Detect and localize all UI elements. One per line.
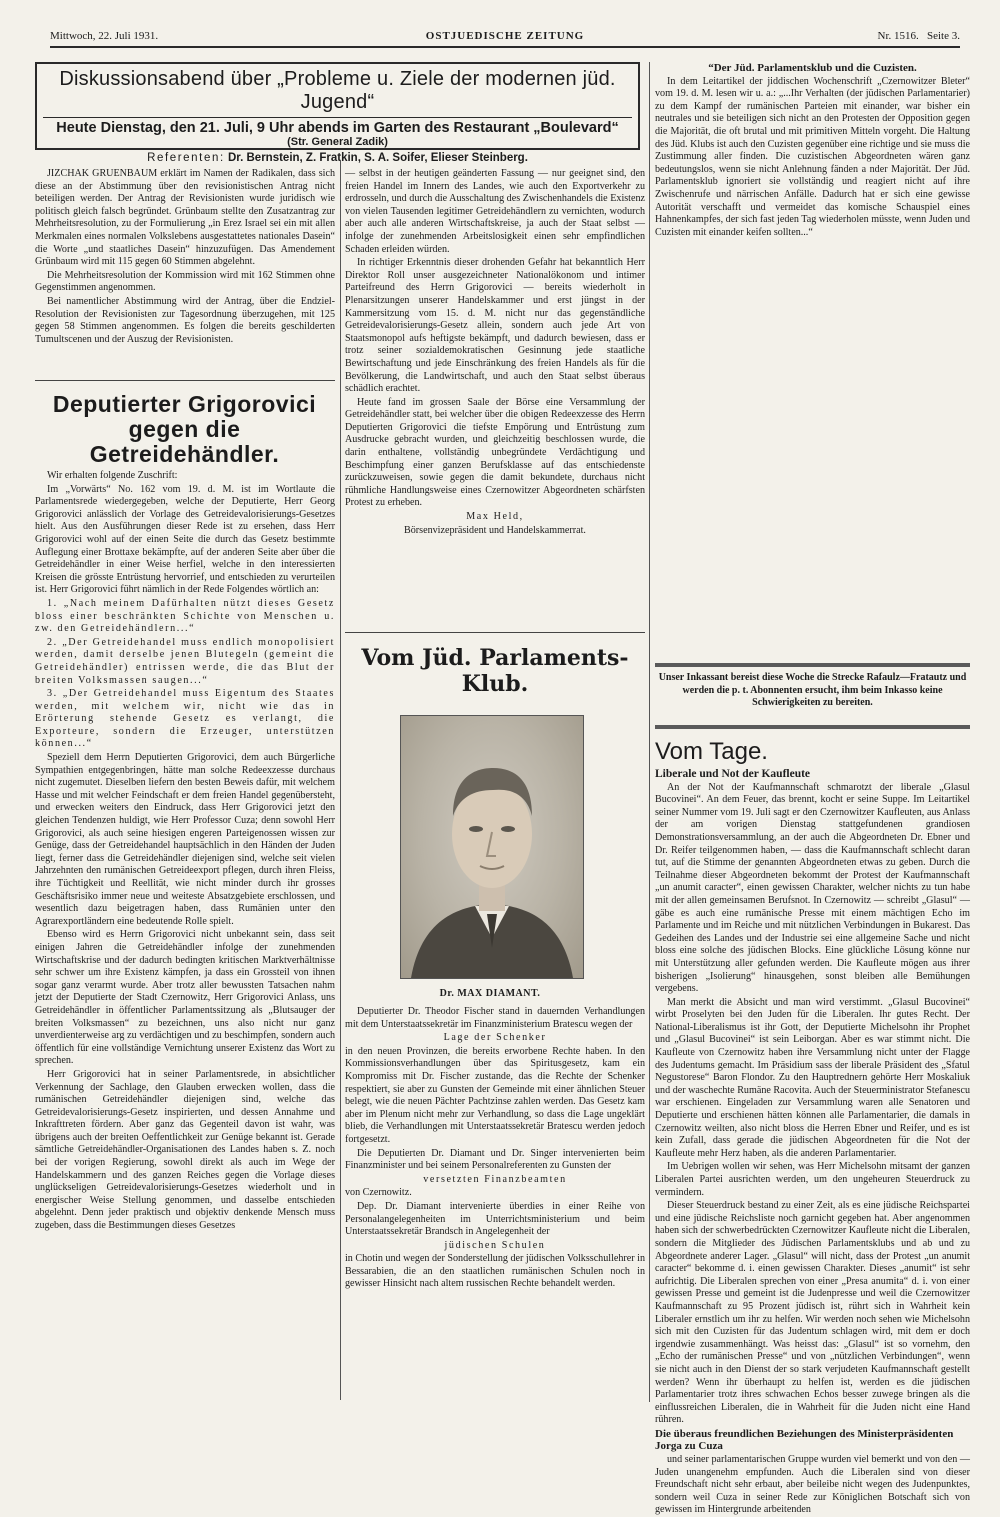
tage-paragraph-2: Man merkt die Absicht und man wird verstimmt. „Glasul Bucovinei“ wirbt Proselyten bei den Juden für die Liberalen. Ihr gutes Recht. Der National-Liberalismus ist ihr Gott, der Deputierte Michelsohn ihr Prophet und „Glasul Bucovinei“ ist sein Leiborgan. Aber es war stimmt nicht. Die Kaufleute von Czernowitz haben ihre Versammlung nicht unter der Flagge des Judentums gemacht. Im Präsidium sass der liberale Präsident des „Sfatul Negustorese“ Baron Flondor. Zu den Hauptrednern gehörte Herr Moskaliuk und der waschechte Rumäne Racovita. Auch der Steuerministrator Stefanescu war erschienen. Eingeladen zur Versammlung waren alle Senatoren und Deputierte und erschienen hätten können alle Parlamentarier, die damals in Czernowitz weilten, also nicht bloss die Herren Ebner und Reifer, und es ist kein Zufall, dass gerade die jüdischen Abgeordneten für die Not der Kaufleute mehr Herz haben, als die anderen Parlamentarier. <box>655 996 970 1159</box>
portrait-caption: Dr. MAX DIAMANT. <box>439 988 541 999</box>
speakers-names: Dr. Bernstein, Z. Fratkin, S. A. Soifer, Elieser Steinberg. <box>227 152 528 164</box>
grig-intro: Wir erhalten folgende Zuschrift: <box>47 470 178 481</box>
column-1-top <box>35 168 335 378</box>
notice-rule-top <box>655 663 970 667</box>
notice-rule-bottom <box>655 725 970 729</box>
col2-paragraph-3: Heute fand im grossen Saale der Börse eine Versammlung der Getreidehändler statt, bei welcher über die obigen Redeexzesse des Herrn Deputierten Grigorovici die tiefste Empörung und Entrüstung zum Ausdrucke gebracht wurden, und gleichzeitig beschlossen wurde, die darin enthaltene, vollständig unbegründete Verdächtigung und Beschimpfung einer ganzen Berufsklasse auf das entschiedenste zurückzuweisen, sowie gegen die damit bekundete, durchaus nicht rühmliche Handlungsweise eines Czernowitzer Abgeordneten schärfsten Protest zu erheben. <box>345 396 645 509</box>
col1-paragraph-3: Bei namentlicher Abstimmung wird der Antrag, über die Endziel-Resolution der Revisionisten zur Tagesordnung überzugehen, mit 125 gegen 58 Stimmen angenommen. Es folgen die bereits geschilderten Tumultscenen und der Auszug der Revisionisten. <box>35 295 335 345</box>
grigorovici-article <box>35 470 335 1398</box>
masthead <box>50 30 960 48</box>
klub-heading: Vom Jüd. Parlaments-Klub. <box>361 645 629 697</box>
klub-paragraph-3: Die Deputierten Dr. Diamant und Dr. Singer intervenierten beim Finanzminister und bei seinem Personalreferenten zu Gunsten der <box>345 1147 645 1172</box>
page-number: Seite 3. <box>927 30 960 42</box>
klub-topic-2: versetzten Finanzbeamten <box>423 1173 567 1185</box>
klub-paragraph-6: in Chotin und wegen der Sonderstellung der jüdischen Volksschullehrer in Bessarabien, die an den staatlichen rumänischen Schulen noch in gewisser Hinsicht nach altem russischen Rechte behandelt werden. <box>345 1253 645 1290</box>
klub-paragraph-5: Dep. Dr. Diamant intervenierte überdies in einer Reihe von Personalangelegenheiten im Unterrichtsministerium und beim Unterstaatssekretär Brandsch in Angelegenheit der <box>345 1200 645 1238</box>
vom-tage-heading: Vom Tage. <box>655 738 768 765</box>
announcement-box <box>35 62 640 164</box>
klub-paragraph-2: in den neuen Provinzen, die bereits erworbene Rechte haben. In den Kommissionsverhandlungen über das Spiritusgesetz, kam ein Kompromiss mit Dr. Fischer zustande, das die Rechte der Schenker respektiert, sie aber zu Gunsten der Gemeinde mit einer ähnlichen Steuer belegt, wie die neuen Pächter Pachtzinse zahlen werden. Das Gesetz kam aber im Plenum nicht mehr zur Verhandlung, so dass die Lage ungeklärt blieb, die Verhandlungen mit Unterstaatssekretär Bratescu werden jedoch fortgesetzt. <box>345 1045 645 1145</box>
jorga-heading: Die überaus freundlichen Beziehungen des Ministerpräsidenten Jorga zu Cuza <box>655 1427 954 1453</box>
signature-name: Max Held, <box>466 511 524 523</box>
tage-paragraph-1: An der Not der Kaufmannschaft schmarotzt der liberale „Glasul Bucovinei“. An dem Feuer, das brennt, kocht er seine Suppe. Im Leitartikel seiner Nummer vom 19. Juli sagt er den Czernowitzer Kaufleuten, aus Anlass der am vorigen Dienstag stattgefundenen grandiosen Demonstrationsversammlung, an der auch die Abgeordneten Dr. Ebner und Dr. Reifer teilgenommen haben, — dass die Kaufmannschaft schlecht daran tut, auf die Stimme der genannten Abgeordneten etwas zu geben. Durch die Teilnahme dieser Abgeordneten bekommt der Protest der Kaufmannschaft „un anumit caracter“, einen gewissen Charakter, welcher nichts zu tun habe mit der allen gemeinsamen Berufsnot. In Czernowitz — schreibt „Glasul“ — gäbe es auch eine rumänische Presse mit einem mächtigen Echo im Parlamente und im Reiche und mit nützlichen Verbindungen in Bukarest. Das Gedeihen des Landes und der Industrie sei eine allgemeine Sache und nicht bloss eine solche des jüdischen Blocks. Eine glückliche Lösung könne nur mit Unterstützung aller gefunden werden. Die Kaufleute mögen aus ihrer bisherigen „Isolierung“ hinausgehen, sonst bleiben alle Bemühungen vergebens. <box>655 781 970 995</box>
column-divider-1 <box>340 160 341 1400</box>
speakers-label: Referenten: <box>147 152 225 164</box>
grig-paragraph-4: Herr Grigorovici hat in seiner Parlamentsrede, in absichtlicher Verkennung der Sachlage, den Glauben erwecken wollen, dass die rumänischen Getreidehändler diejenigen sind, welche das Getreidevalorisierungs-Gesetz inspirierten, und dessen Annahme und Inkrafttreten fördern. Aber ganz das Gegenteil davon ist wahr, was übrigens auch der breiten Oeffentlichkeit zur Genüge bekannt ist. Gerade sämtliche Getreidehändler-Organisationen des Landes haben s. Z. noch bei der vorigen Regierung, sowohl direkt als auch im Wege der Handelskammern und des ganzen Reiches gegen die Vorlage dieses unglückseligen Getreidevalorisierungs-Gesetzes wiederholt und in energischer Weise Stellung genommen, und dasselbe entschieden abgelehnt. Denn jeder praktisch und objektiv denkende Mensch muss zugeben, dass die Bestimmungen dieses Gesetzes <box>35 1068 335 1232</box>
liberale-heading: Liberale und Not der Kaufleute <box>655 768 811 780</box>
column-2-top <box>345 168 645 628</box>
portrait-drawing <box>401 716 583 978</box>
col1-paragraph-1: JIZCHAK GRUENBAUM erklärt im Namen der Radikalen, dass sich diese an der Abstimmung über den revisionistischen Antrag nicht beteiligen werden. Der Antrag der Revisionisten wurde juridisch wie politisch gleich falsch begründet. Grünbaum stellte den Zusatzantrag zur Mehrheitsresolution, zu der Formulierung „in Erez Israel sei ein mit allen Merkmalen eines normalen Volkslebens ausgestattetes nationales Dasein“ die Worte „und staatliches Dasein“ hinzuzufügen. Das Amendement Grünbaum wird mit 115 gegen 60 Stimmen abgelehnt. <box>35 168 335 268</box>
col2-paragraph-1: — selbst in der heutigen geänderten Fassung — nur geeignet sind, den freien Handel im Innern des Landes, wie auch den Exportverkehr zu erdrosseln, und durch die Ausschaltung des Zwischenhandels die Existenz von vielen Tausenden legitimer Getreidehändlern zu vernichten, wodurch aber auch alle anderen Wirtschaftskreise, ja auch der Staat selbst — infolge der zunehmenden Arbeitslosigkeit einen sehr empfindlichen Schaden erleiden würden. <box>345 168 645 255</box>
klub-paragraph-4: von Czernowitz. <box>345 1187 412 1199</box>
klub-article <box>345 1006 645 1401</box>
announcement-title: Diskussionsabend über „Probleme u. Ziele der modernen jüd. Jugend“ <box>59 68 616 113</box>
issue-and-page <box>878 30 961 42</box>
portrait-photo <box>400 715 584 979</box>
grig-quote-1: 1. „Nach meinem Dafürhalten nützt dieses Gesetz bloss einer beschränkten Schichte von Menschen u. zw. den Getreidehändlern...“ <box>35 597 335 635</box>
klub-paragraph-1: Deputierter Dr. Theodor Fischer stand in dauernden Verhandlungen mit dem Unterstaatssekretär im Finanzministerium Bratescu wegen der <box>345 1006 645 1030</box>
column-divider-2 <box>649 62 650 1402</box>
grig-quote-3: 3. „Der Getreidehandel muss Eigentum des Staates werden, mit welchem wir, nicht wie das in Erörterung stehende Gesetz es verlangt, die Exporteure, sondern die Erzeuger, unterstützen können...“ <box>35 688 335 750</box>
grig-paragraph-1: Im „Vorwärts“ No. 162 vom 19. d. M. ist im Wortlaute die Parlamentsrede wiedergegeben, welche der Deputierte, Herr Georg Grigorovici anlässlich der Vorlage des Getreidevalorisierungs-Gesetzes hielt. Aus den Ausführungen dieser Rede ist zu ersehen, dass Herr Grigorovici wohl auf der einen Seite die durch das Gesetz bestimmte Auflegung einer Brottaxe bekämpfte, auf der anderen Seite aber über die Getreidehändler in einer Weise herfiel, welche in den interessierten Kreisen die grösste Entrüstung hervorrief, und entschieden zu verurteilen ist. Herr Grigorovici führt nämlich in der Rede Folgendes wörtlich an: <box>35 483 335 596</box>
announcement-address: (Str. General Zadik) <box>287 136 388 148</box>
announcement-when: Heute Dienstag, den 21. Juli, 9 Uhr abends im Garten des Restaurant „Boulevard“ <box>56 120 619 136</box>
column-3-main <box>655 768 970 1516</box>
collector-notice: Unser Inkassant bereist diese Woche die Strecke Rafaulz—Fratautz und werden die p. t. Abonnenten ersucht, ihm beim Inkasso keine Schwierigkeiten zu bereiten. <box>658 672 967 708</box>
separator-klub <box>345 632 645 633</box>
column-3-top <box>655 62 970 658</box>
grigorovici-heading: Deputierter Grigorovici gegen die Getreidehändler. <box>52 391 317 467</box>
signature-title: Börsenvizepräsident und Handelskammerrat. <box>404 524 586 536</box>
cuzisten-quote: In dem Leitartikel der jiddischen Wochenschrift „Czernowitzer Bleter“ vom 19. d. M. lesen wir u. a.: „...Ihr Verhalten (der jüdischen Parlamentarier) zu dem Kampf der rumänischen Parteien mit einander, war bisher ein neutrales und sie beteiligen sich nicht an den Protesten der Opposition gegen die Majorität, die oft brutal und mit primitiven Mitteln vorgeht. Die Haltung des Jüd. Klubs ist auch den Cuzisten gegenüber eine richtige und sie muss die Zustimmung aller finden. Die cuzistischen Abgeordneten wären ganz bedeutungslos, wenn sie nicht Anlehnung fänden a nder Majorität. Der Jüd. Parlamentsklub ignoriert sie vollständig und reagiert nicht auf ihre Zwischenrufe und närrischen Anfälle. Dadurch hat er sich eine gewisse Autorität verschafft und vermeidet das komische Schauspiel eines Hahnenkampfes, der sich fast jeden Tag wiederholen müsste, wenn Juden und Cuzisten mit einander keifen sollten...“ <box>655 75 970 238</box>
announcement-rule <box>43 117 632 118</box>
klub-topic-3: jüdischen Schulen <box>444 1239 546 1251</box>
tage-paragraph-5: und seiner parlamentarischen Gruppe wurden viel bemerkt und von den — Juden unangenehm empfunden. Auch die Liberalen sind von dieser Freundschaft nicht sehr erbaut, aber beileibe nicht wegen des Judenpunktes, sondern weil Cuza in seiner Rede zur Königlichen Botschaft sich von gewissen im Hintergrunde arbeitenden <box>655 1454 970 1516</box>
col1-paragraph-2: Die Mehrheitsresolution der Kommission wird mit 162 Stimmen ohne Gegenstimmen angenommen. <box>35 269 335 294</box>
announcement-speakers <box>37 152 638 164</box>
cuzisten-heading: “Der Jüd. Parlamentsklub und die Cuzisten. <box>708 62 917 74</box>
grig-quote-2: 2. „Der Getreidehandel muss endlich monopolisiert werden, damit derselbe jenen Blutegeln (gemeint die Getreidehändler) entrissen werde, die das Blut der breiten Volksmassen saugen...“ <box>35 636 335 686</box>
tage-paragraph-3: Im Uebrigen wollen wir sehen, was Herr Michelsohn mitsamt der ganzen Liberalen Partei ausrichten werden, um den ungeheuren Steuerdruck zu vermindern. <box>655 1161 970 1198</box>
grig-paragraph-3: Ebenso wird es Herrn Grigorovici nicht unbekannt sein, dass seit einigen Jahren die Getreidehändler infolge der zunehmenden Wirtschaftskrise und der dadurch bedingten kritischen Marktverhältnisse sehr schwer um ihre Existenz kämpfen, ja dass ein Grossteil von ihnen sogar ganz verarmt wurde. Aber trotz aller bewussten Tatsachen nahm jetzt der Deputierte der Stadt Czernowitz, Herr Grigorovici Anlass, uns Getreidehändler in öffentlicher Parlamentssitzung als „Blutsauger der breiten Volksmassen“ zu bezeichnen, uns also nicht nur ganz unverdienterweise arg zu verdächtigen und zu beschimpfen, sondern auch öffentlich für eine vollständige Vernichtung unserer Existenz das Wort zu sprechen. <box>35 929 335 1067</box>
tage-paragraph-4: Dieser Steuerdruck bestand zu einer Zeit, als es eine jüdische Reichspartei und eine jüdische Reichsliste noch garnicht gegeben hat. Aber angenommen haben sich der schwerbedrückten Czernowitzer Kaufleute nicht die Liberalen, sondern die Mitglieder des Jüdischen Parlamentsklubs und ab und zu Abgeordnete anderer Lager. „Glasul“ will nicht, dass der Protest „un anumit caracter“ bekomme d. i. einen gewissen Charakter. Dieses „anumit“ ist sehr aufrichtig. Die Liberalen sprechen von einer „Presa anumita“ d. i. von einer gewissen Presse und gemeint ist die Judenpresse und weil die Czernowitzer Kaufmannschaft zu 95 Prozent jüdisch ist, rührt sich in Wahrheit kein Liberaler ernstlich um ihr zu helfen. Wir werden noch sehen wie Michelsohn sich mit den Cuzisten für das Judentum schlagen wird, mit dem er doch irgendwie zusammenhängt. Was heisst das: „Glasul“ ist so vornehm, den „Echo der rumänischen Presse“ und von „nützlichen Verbindungen“, wenn sie nicht auch in den Dienst der so stark verjudeten Kaufmannschaft gestellt werden? Wenn ihr überhaupt zu helfen ist, werden es die jüdischen Parlamentarier trotz ihres schwachen Echos besser zuwege bringen als die einflussreichen Liberalen, die in Wahrheit für die Juden nicht eine Hand rühren. <box>655 1200 970 1426</box>
grig-paragraph-2: Speziell dem Herrn Deputierten Grigorovici, dem auch Bürgerliche Sympathien entgegenbringen, hätte man solche Redeexzesse durchaus nicht zugemutet. Dieselben liefern den besten Beweis dafür, mit welchem Hasse und mit welcher Feindschaft er dem freien Handel gegenübersteht, und erwecken weiters den Eindruck, dass Herr Grigorovici jetzt den gleichen Tendenzen huldigt, wie Herr Professor Cuza; denn sowohl Herr Grigorovici, als auch seine hiesigen engeren Parteigenossen wissen zur Genüge, dass der Getreidehandel hauptsächlich in den Händen der Juden liegt, ferner dass die Getreidehändler diejenigen sind, welche seit vielen Jahrzehnten den rumänischen Getreideexport pflegen, durch ihren Fleiss, ihre Tüchtigkeit und Reellität, wie nicht minder durch ihr grosses Geschäftsrisiko immer neue und weiteste Absatzgebiete erschlossen, und wesentlich dazu beigetragen haben, dass Rumänien unter den Agrarexportländern eine bedeutende Rolle spielt. <box>35 752 335 927</box>
issue-number: Nr. 1516. <box>877 30 919 42</box>
separator-grig <box>35 380 335 381</box>
issue-date: Mittwoch, 22. Juli 1931. <box>50 30 159 42</box>
klub-topic-1: Lage der Schenker <box>443 1032 547 1044</box>
newspaper-title: OSTJUEDISCHE ZEITUNG <box>425 30 585 42</box>
col2-paragraph-2: In richtiger Erkenntnis dieser drohenden Gefahr hat bekanntlich Herr Direktor Roll unser ausgezeichneter Nationalökonom und intimer Parteifreund des Herrn Grigorovici — bereits wiederholt in Plenarsitzungen unserer Handelskammer und erst jüngst in der Kammersitzung vom 15. d. M. nicht nur das gegenständliche Getreidevalorisierungs-Gesetz allein, sondern auch jede Art von Staatsmonopol aufs heftigste bekämpft, und dadurch bewiesen, dass er trotz seiner sozialdemokratischen Gesinnung jede staatliche Bewirtschaftung und jede Einschränkung des freien Handels als für die Bevölkerung, die Landwirtschaft, und auch den Staat selbst überaus schädlich erachtet. <box>345 257 645 395</box>
